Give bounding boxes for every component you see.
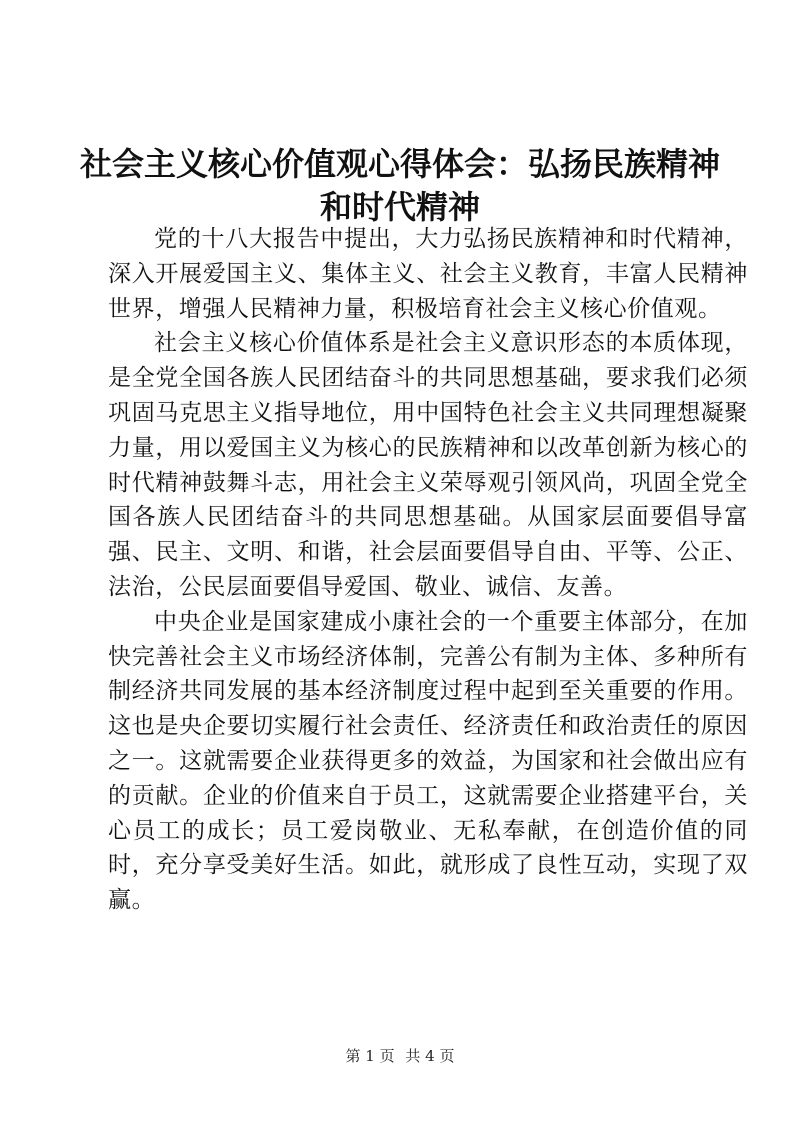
paragraph-2: 社会主义核心价值体系是社会主义意识形态的本质体现，是全党全国各族人民团结奋斗的共同思想基础，要求我们必须巩固马克思主义指导地位，用中国特色社会主义共同理想凝聚力量，用以爱国主义为核心的民族精神和以改革创新为核心的时代精神鼓舞斗志，用社会主义荣辱观引领风尚，巩固全党全国各族人民团结奋斗的共同思想基础。从国家层面要倡导富强、民主、文明、和谐，社会层面要倡导自由、平等、公正、法治，公民层面要倡导爱国、敬业、诚信、友善。 <box>108 330 748 600</box>
page-count: 共 4 页 <box>405 1047 455 1065</box>
paragraph-3: 中央企业是国家建成小康社会的一个重要主体部分，在加快完善社会主义市场经济体制，完善公有制为主体、多种所有制经济共同发展的基本经济制度过程中起到至关重要的作用。这也是央企要切实履行社会责任、经济责任和政治责任的原因之一。这就需要企业获得更多的效益，为国家和社会做出应有的贡献。企业的价值来自于员工，这就需要企业搭建平台，关心员工的成长；员工爱岗敬业、无私奉献，在创造价值的同时，充分享受美好生活。如此，就形成了良性互动，实现了双赢。 <box>108 608 748 914</box>
document-body <box>108 222 748 918</box>
title-line-2: 和时代精神 <box>319 188 480 226</box>
page-title <box>80 143 720 229</box>
page-footer <box>0 1046 800 1066</box>
paragraph-1: 党的十八大报告中提出，大力弘扬民族精神和时代精神，深入开展爱国主义、集体主义、社会主义教育，丰富人民精神世界，增强人民精神力量，积极培育社会主义核心价值观。 <box>108 226 748 322</box>
title-line-1: 社会主义核心价值观心得体会：弘扬民族精神 <box>80 145 721 183</box>
page-number: 第 1 页 <box>345 1047 395 1065</box>
